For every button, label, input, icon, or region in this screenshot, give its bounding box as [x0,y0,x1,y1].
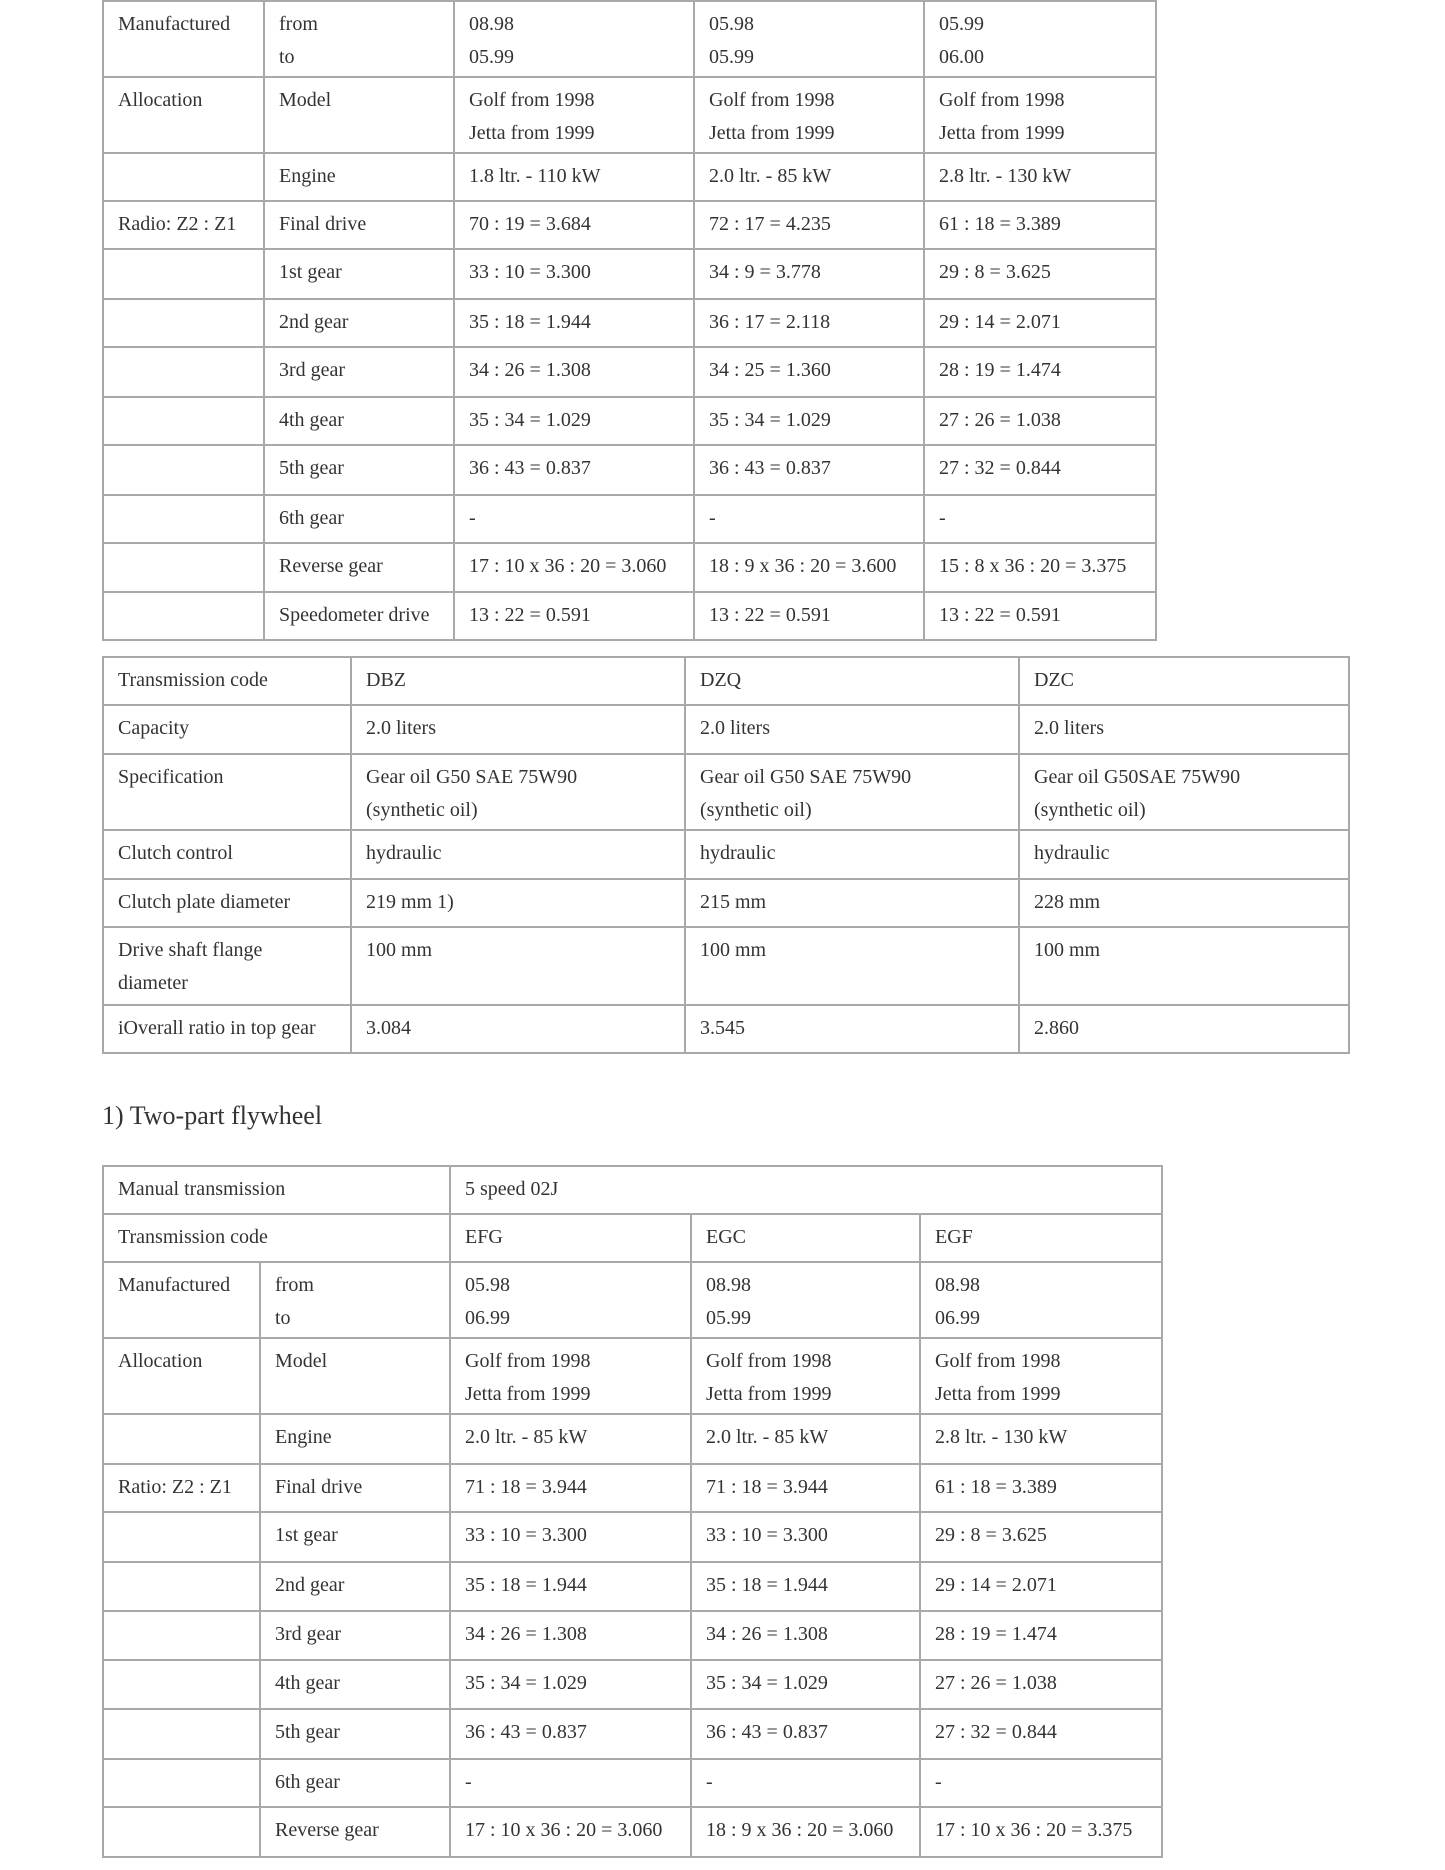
row-sublabel: 6th gear [264,495,454,543]
row-sublabel: Model [264,77,454,153]
row-sublabel: Engine [260,1414,450,1464]
ratio-cell: 27 : 32 = 0.844 [924,445,1156,495]
date-range-cell [694,1,924,77]
gear-row [103,1660,1162,1709]
code-cell: EGC [691,1214,920,1262]
row-label [103,1005,351,1053]
cell-line: 05.99 [709,46,754,68]
spec-cell [351,1005,685,1053]
cell-line: 2.0 liters [700,717,770,739]
gear-row [103,397,1156,445]
ratio-cell: 61 : 18 = 3.389 [920,1464,1162,1512]
ratio-cell: - [691,1759,920,1807]
cell-line: 08.98 [469,13,514,35]
date-range-cell [691,1262,920,1338]
row-sublabel [260,1262,450,1338]
cell-line: 06.99 [465,1307,510,1329]
spec-cell [351,927,685,1005]
cell-line: 05.98 [709,13,754,35]
gear-row [103,592,1156,640]
cell-line: 08.98 [706,1274,751,1296]
ratio-cell: 33 : 10 = 3.300 [454,249,694,299]
cell-line: to [275,1307,291,1329]
row-label: Transmission code [103,1214,450,1262]
ratio-cell: 33 : 10 = 3.300 [450,1512,691,1562]
spec-cell [685,705,1019,754]
ratio-cell: - [924,495,1156,543]
row-sublabel: Reverse gear [264,543,454,592]
cell-line: Golf from 1998 [469,89,595,111]
gear-row [103,543,1156,592]
spec-row [103,927,1349,1005]
ratio-cell: 29 : 8 = 3.625 [924,249,1156,299]
transmission-spec-table [102,656,1350,1054]
gear-row [103,249,1156,299]
row-label [103,1709,260,1759]
ratio-cell: 35 : 34 = 1.029 [691,1660,920,1709]
ratio-cell: 1.8 ltr. - 110 kW [454,153,694,201]
row-label [103,1611,260,1660]
row-sublabel: 5th gear [260,1709,450,1759]
cell-line: Jetta from 1999 [709,122,835,144]
row-label: Radio: Z2 : Z1 [103,201,264,249]
gear-row [103,1709,1162,1759]
cell-line: 100 mm [366,939,433,961]
spec-row [103,754,1349,830]
row-sublabel: 6th gear [260,1759,450,1807]
cell-line: Capacity [118,717,190,739]
gear-row [103,495,1156,543]
cell-line: 219 mm 1) [366,891,454,913]
cell-line: 06.00 [939,46,984,68]
row-label [103,1807,260,1857]
ratio-cell: 36 : 43 = 0.837 [450,1709,691,1759]
cell-line: to [279,46,295,68]
code-cell: EGF [920,1214,1162,1262]
ratio-cell: 29 : 14 = 2.071 [920,1562,1162,1611]
ratio-cell: 34 : 26 = 1.308 [691,1611,920,1660]
row-label [103,657,351,705]
cell-line: Gear oil G50SAE 75W90 [1034,766,1241,788]
cell-line: 100 mm [700,939,767,961]
row-label [103,830,351,879]
spec-cell [685,927,1019,1005]
ratio-cell: 27 : 32 = 0.844 [920,1709,1162,1759]
cell-line: Golf from 1998 [465,1350,591,1372]
model-cell [920,1338,1162,1414]
spec-cell [351,830,685,879]
gear-row [103,153,1156,201]
row-label [103,1512,260,1562]
row-label [103,927,351,1005]
row-sublabel: 4th gear [264,397,454,445]
date-range-cell [924,1,1156,77]
ratio-cell: 61 : 18 = 3.389 [924,201,1156,249]
model-cell [454,77,694,153]
ratio-cell: 72 : 17 = 4.235 [694,201,924,249]
cell-line: (synthetic oil) [700,799,812,821]
row-label [103,495,264,543]
ratio-cell: 2.0 ltr. - 85 kW [694,153,924,201]
ratio-cell: 71 : 18 = 3.944 [691,1464,920,1512]
ratio-cell: 28 : 19 = 1.474 [920,1611,1162,1660]
gear-row [103,1807,1162,1857]
ratio-cell: 17 : 10 x 36 : 20 = 3.060 [454,543,694,592]
cell-line: 2.0 liters [1034,717,1104,739]
cell-line: Jetta from 1999 [939,122,1065,144]
gear-row [103,1464,1162,1512]
ratio-cell: 28 : 19 = 1.474 [924,347,1156,397]
spec-cell [685,879,1019,927]
manual-transmission-row [103,1166,1162,1214]
row-label [103,153,264,201]
row-label [103,1562,260,1611]
ratio-cell: 18 : 9 x 36 : 20 = 3.060 [691,1807,920,1857]
cell-line: 05.99 [706,1307,751,1329]
ratio-cell: 2.0 ltr. - 85 kW [450,1414,691,1464]
row-label [103,1759,260,1807]
cell-line: 08.98 [935,1274,980,1296]
spec-cell [351,879,685,927]
date-range-cell [450,1262,691,1338]
ratio-cell: 18 : 9 x 36 : 20 = 3.600 [694,543,924,592]
cell-line: (synthetic oil) [1034,799,1146,821]
date-range-cell [454,1,694,77]
spec-cell [1019,1005,1349,1053]
cell-line: hydraulic [700,842,776,864]
row-label [103,879,351,927]
row-sublabel: 1st gear [264,249,454,299]
row-sublabel: Engine [264,153,454,201]
ratio-cell: 29 : 8 = 3.625 [920,1512,1162,1562]
cell-line: Gear oil G50 SAE 75W90 [366,766,578,788]
footnote: 1) Two-part flywheel [102,1101,323,1130]
spec-cell [1019,657,1349,705]
manufactured-row [103,1262,1162,1338]
cell-line: 2.860 [1034,1017,1079,1039]
row-label [103,592,264,640]
spec-cell [685,657,1019,705]
ratio-cell: 35 : 18 = 1.944 [450,1562,691,1611]
row-sublabel: 1st gear [260,1512,450,1562]
ratio-cell: 35 : 34 = 1.029 [450,1660,691,1709]
cell-line: Jetta from 1999 [935,1383,1061,1405]
cell-line: Golf from 1998 [709,89,835,111]
row-label [103,1414,260,1464]
ratio-cell: 13 : 22 = 0.591 [454,592,694,640]
row-sublabel: 4th gear [260,1660,450,1709]
ratio-cell: 70 : 19 = 3.684 [454,201,694,249]
cell-line: 05.99 [469,46,514,68]
cell-line: Jetta from 1999 [469,122,595,144]
row-label: Manufactured [103,1262,260,1338]
cell-line: iOverall ratio in top gear [118,1017,316,1039]
spec-cell [1019,879,1349,927]
spec-row [103,879,1349,927]
ratio-cell: 36 : 43 = 0.837 [454,445,694,495]
cell-line: Golf from 1998 [706,1350,832,1372]
row-label [103,347,264,397]
cell-line: (synthetic oil) [366,799,478,821]
row-label [103,1660,260,1709]
row-sublabel: 3rd gear [264,347,454,397]
manufactured-row [103,1,1156,77]
cell-line: hydraulic [1034,842,1110,864]
cell-line: DBZ [366,669,406,691]
spec-cell [351,705,685,754]
allocation-row [103,77,1156,153]
ratio-cell: 29 : 14 = 2.071 [924,299,1156,347]
spec-row [103,657,1349,705]
ratio-cell: - [920,1759,1162,1807]
gear-ratio-table-1 [102,0,1157,641]
ratio-cell: - [454,495,694,543]
ratio-cell: 2.8 ltr. - 130 kW [924,153,1156,201]
row-label [103,445,264,495]
transmission-code-row [103,1214,1162,1262]
cell-line: Golf from 1998 [939,89,1065,111]
ratio-cell: 35 : 34 = 1.029 [454,397,694,445]
ratio-cell: 35 : 18 = 1.944 [454,299,694,347]
gear-row [103,347,1156,397]
ratio-cell: 34 : 9 = 3.778 [694,249,924,299]
cell-line: Gear oil G50 SAE 75W90 [700,766,912,788]
ratio-cell: 36 : 17 = 2.118 [694,299,924,347]
cell-line: Transmission code [118,669,268,691]
gear-row [103,1512,1162,1562]
cell-line: 3.084 [366,1017,411,1039]
row-sublabel: 2nd gear [260,1562,450,1611]
cell-line: Jetta from 1999 [465,1383,591,1405]
spec-cell [1019,754,1349,830]
cell-line: Clutch plate diameter [118,891,291,913]
ratio-cell: 34 : 26 = 1.308 [454,347,694,397]
gear-row [103,201,1156,249]
ratio-cell: 36 : 43 = 0.837 [694,445,924,495]
row-label [103,754,351,830]
row-label: Ratio: Z2 : Z1 [103,1464,260,1512]
ratio-cell: 34 : 26 = 1.308 [450,1611,691,1660]
cell-line: DZC [1034,669,1074,691]
spec-cell [1019,830,1349,879]
spec-cell [1019,705,1349,754]
spec-cell [685,830,1019,879]
cell-line: Golf from 1998 [935,1350,1061,1372]
row-sublabel: Speedometer drive [264,592,454,640]
spec-row [103,705,1349,754]
spec-cell [685,754,1019,830]
row-label [103,249,264,299]
row-label [103,543,264,592]
cell-line: 06.99 [935,1307,980,1329]
spec-cell [1019,927,1349,1005]
cell-line: hydraulic [366,842,442,864]
spec-cell [685,1005,1019,1053]
cell-line: diameter [118,972,188,994]
cell-line: 228 mm [1034,891,1101,913]
row-label: Allocation [103,77,264,153]
ratio-cell: 13 : 22 = 0.591 [924,592,1156,640]
cell-line: from [275,1274,314,1296]
ratio-cell: - [694,495,924,543]
spec-row [103,830,1349,879]
spec-row [103,1005,1349,1053]
cell-line: 100 mm [1034,939,1101,961]
spec-cell [351,754,685,830]
cell-line: from [279,13,318,35]
ratio-cell: 13 : 22 = 0.591 [694,592,924,640]
cell-line: 215 mm [700,891,767,913]
cell-line: 3.545 [700,1017,745,1039]
cell-line: Clutch control [118,842,233,864]
spec-cell [351,657,685,705]
model-cell [924,77,1156,153]
ratio-cell: 15 : 8 x 36 : 20 = 3.375 [924,543,1156,592]
cell-line: Drive shaft flange [118,939,263,961]
gear-row [103,1759,1162,1807]
row-label: Manufactured [103,1,264,77]
cell-line: Jetta from 1999 [706,1383,832,1405]
row-label: Manual transmission [103,1166,450,1214]
ratio-cell: 17 : 10 x 36 : 20 = 3.060 [450,1807,691,1857]
ratio-cell: 2.8 ltr. - 130 kW [920,1414,1162,1464]
cell-line: 05.98 [465,1274,510,1296]
ratio-cell: 33 : 10 = 3.300 [691,1512,920,1562]
row-label [103,397,264,445]
ratio-cell: 34 : 25 = 1.360 [694,347,924,397]
allocation-row [103,1338,1162,1414]
transmission-type-cell: 5 speed 02J [450,1166,1162,1214]
code-cell: EFG [450,1214,691,1262]
cell-line: 2.0 liters [366,717,436,739]
ratio-cell: 27 : 26 = 1.038 [924,397,1156,445]
row-sublabel: 5th gear [264,445,454,495]
row-label [103,705,351,754]
model-cell [694,77,924,153]
row-sublabel [264,1,454,77]
row-label: Allocation [103,1338,260,1414]
ratio-cell: 71 : 18 = 3.944 [450,1464,691,1512]
row-sublabel: Final drive [264,201,454,249]
row-sublabel: 2nd gear [264,299,454,347]
model-cell [450,1338,691,1414]
row-sublabel: 3rd gear [260,1611,450,1660]
ratio-cell: 17 : 10 x 36 : 20 = 3.375 [920,1807,1162,1857]
ratio-cell: - [450,1759,691,1807]
date-range-cell [920,1262,1162,1338]
row-sublabel: Model [260,1338,450,1414]
gear-row [103,1611,1162,1660]
model-cell [691,1338,920,1414]
ratio-cell: 35 : 34 = 1.029 [694,397,924,445]
ratio-cell: 36 : 43 = 0.837 [691,1709,920,1759]
row-label [103,299,264,347]
gear-ratio-table-2 [102,1165,1163,1858]
gear-row [103,1414,1162,1464]
row-sublabel: Reverse gear [260,1807,450,1857]
ratio-cell: 2.0 ltr. - 85 kW [691,1414,920,1464]
gear-row [103,299,1156,347]
cell-line: Specification [118,766,224,788]
row-sublabel: Final drive [260,1464,450,1512]
ratio-cell: 35 : 18 = 1.944 [691,1562,920,1611]
cell-line: DZQ [700,669,742,691]
gear-row [103,445,1156,495]
cell-line: 05.99 [939,13,984,35]
ratio-cell: 27 : 26 = 1.038 [920,1660,1162,1709]
gear-row [103,1562,1162,1611]
